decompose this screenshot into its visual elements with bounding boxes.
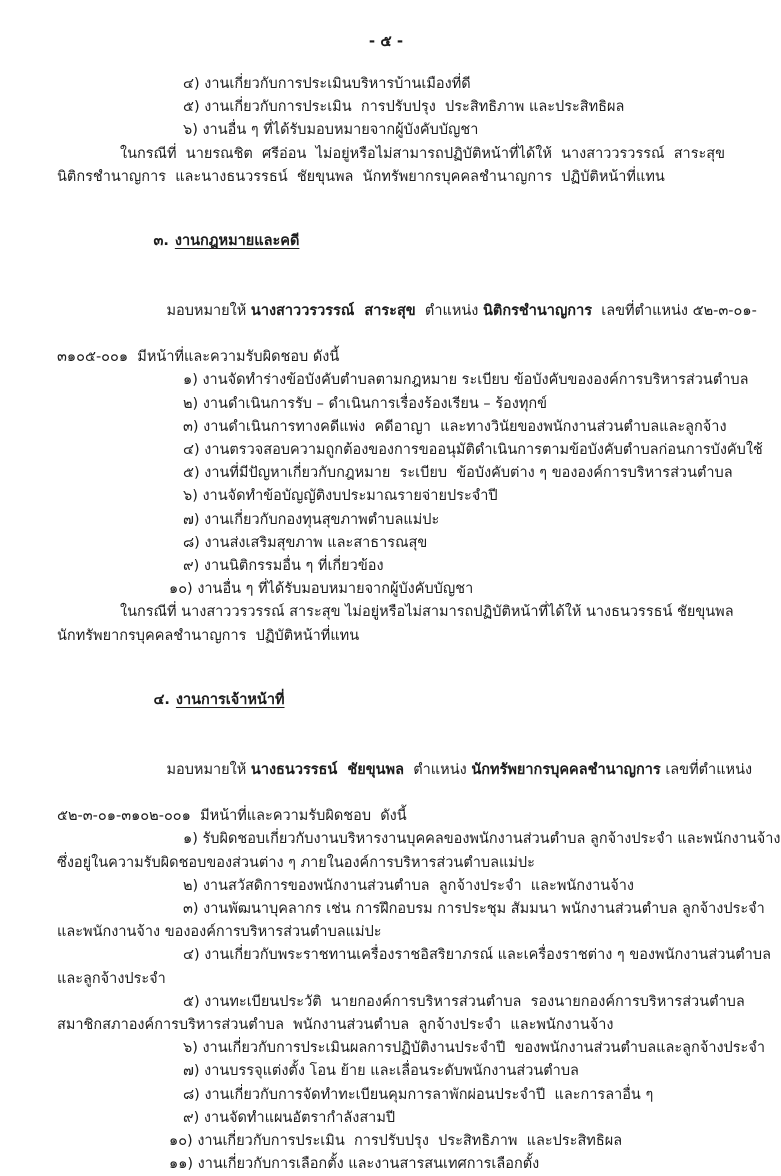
work-item: ๗) งานบรรจุแต่งตั้ง โอน ย้าย และเลื่อนระดับพนักงานส่วนตำบล (183, 1063, 579, 1080)
section-number: ๓. (153, 233, 169, 250)
work-item: ๑๐) งานเกี่ยวกับการประเมิน การปรับปรุง ประสิทธิภาพ และประสิทธิผล (169, 1132, 623, 1149)
work-item-cont: สมาชิกสภาองค์การบริหารส่วนตำบล พนักงานส่วนตำบล ลูกจ้างประจำ และพนักงานจ้าง (57, 1016, 614, 1033)
work-item: ๒) งานดำเนินการรับ – ดำเนินการเรื่องร้องเรียน – ร้องทุกข์ (183, 395, 548, 412)
work-item: ๙) งานนิติกรรมอื่น ๆ ที่เกี่ยวข้อง (183, 558, 384, 575)
assignment-line: ๕๒-๓-๐๑-๓๑๐๒-๐๐๑ มีหน้าที่และความรับผิดชอบ ดังนี้ (57, 808, 407, 825)
assignment-text: ตำแหน่ง (404, 761, 472, 778)
work-item-cont: และลูกจ้างประจำ (57, 970, 166, 987)
substitute-note-line: ในกรณีที่ นายรณชิต ศรีอ่อน ไม่อยู่หรือไม่สามารถปฏิบัติหน้าที่ได้ให้ นางสาววรวรรณ์ สาระสุข (120, 145, 726, 162)
section-number: ๔. (153, 692, 170, 709)
section-heading (57, 666, 715, 736)
section-heading (57, 207, 715, 277)
work-item: ๔) งานเกี่ยวกับการประเมินบริหารบ้านเมืองที่ดี (183, 76, 471, 92)
page-number: - ๕ - (368, 32, 404, 50)
section-title: งานกฎหมายและคดี (174, 233, 300, 250)
work-item: ๔) งานตรวจสอบความถูกต้องของการขออนุมัติดำเนินการตามข้อบังคับตำบลก่อนการบังคับใช้ (183, 442, 763, 459)
assignee-name: นางธนวรรธน์ ชัยขุนพล (250, 761, 405, 778)
work-item: ๑) งานจัดทำร่างข้อบังคับตำบลตามกฎหมาย ระเบียบ ข้อบังคับขององค์การบริหารส่วนตำบล (183, 372, 749, 389)
assignment-text: ตำแหน่ง (415, 302, 484, 319)
work-item: ๑๑) งานเกี่ยวกับการเลือกตั้ง และงานสารสนเทศการเลือกตั้ง (169, 1156, 540, 1173)
work-item: ๗) งานเกี่ยวกับกองทุนสุขภาพตำบลแม่ปะ (183, 511, 440, 528)
work-item-cont: ซึ่งอยู่ในความรับผิดชอบของส่วนต่าง ๆ ภายในองค์การบริหารส่วนตำบลแม่ปะ (57, 854, 535, 871)
assignee-name: นางสาววรวรรณ์ สาระสุข (250, 302, 416, 319)
work-item: ๖) งานเกี่ยวกับการประเมินผลการปฏิบัติงานประจำปี ของพนักงานส่วนตำบลและลูกจ้างประจำ (183, 1040, 765, 1057)
assignment-line: ๓๑๐๕-๐๐๑ มีหน้าที่และความรับผิดชอบ ดังนี้ (57, 349, 340, 366)
assignment-line (57, 277, 757, 347)
work-item: ๓) งานพัฒนาบุคลากร เช่น การฝึกอบรม การประชุม สัมมนา พนักงานส่วนตำบล ลูกจ้างประจำ (183, 900, 765, 917)
position-title: นิติกรชำนาญการ (483, 302, 593, 319)
work-item: ๕) งานทะเบียนประวัติ นายกองค์การบริหารส่วนตำบล รองนายกองค์การบริหารส่วนตำบล (183, 993, 745, 1010)
work-item: ๒) งานสวัสดิการของพนักงานส่วนตำบล ลูกจ้างประจำ และพนักงานจ้าง (183, 877, 634, 894)
position-title: นักทรัพยากรบุคคลชำนาญการ (471, 761, 661, 778)
assignment-text: เลขที่ตำแหน่ง (660, 761, 753, 778)
work-item: ๑) รับผิดชอบเกี่ยวกับงานบริหารงานบุคคลของพนักงานส่วนตำบล ลูกจ้างประจำ และพนักงานจ้าง (183, 831, 781, 848)
assignment-text: มอบหมายให้ (166, 302, 251, 319)
work-item: ๕) งานที่มีปัญหาเกี่ยวกับกฎหมาย ระเบียบ ข้อบังคับต่าง ๆ ขององค์การบริหารส่วนตำบล (183, 465, 733, 482)
work-item: ๘) งานส่งเสริมสุขภาพ และสาธารณสุข (183, 534, 428, 551)
section-title: งานการเจ้าหน้าที่ (175, 692, 285, 709)
work-item: ๘) งานเกี่ยวกับการจัดทำทะเบียนคุมการลาพักผ่อนประจำปี และการลาอื่น ๆ (183, 1086, 654, 1103)
work-item-cont: และพนักงานจ้าง ขององค์การบริหารส่วนตำบลแม่ปะ (57, 924, 382, 941)
assignment-line (57, 735, 753, 805)
work-item: ๕) งานเกี่ยวกับการประเมิน การปรับปรุง ประสิทธิภาพ และประสิทธิผล (183, 99, 625, 116)
substitute-note-line: ในกรณีที่ นางสาววรวรรณ์ สาระสุข ไม่อยู่หรือไม่สามารถปฏิบัติหน้าที่ได้ให้ นางธนวรรธน์ ชัยขุนพล (120, 604, 734, 621)
substitute-note-line: นิติกรชำนาญการ และนางธนวรรธน์ ชัยขุนพล นักทรัพยากรบุคคลชำนาญการ ปฏิบัติหน้าที่แทน (57, 168, 665, 185)
assignment-text: มอบหมายให้ (166, 761, 251, 778)
work-item: ๓) งานดำเนินการทางคดีแพ่ง คดีอาญา และทางวินัยของพนักงานส่วนตำบลและลูกจ้าง (183, 418, 727, 435)
work-item: ๖) งานจัดทำข้อบัญญัติงบประมาณรายจ่ายประจำปี (183, 488, 498, 505)
work-item: ๔) งานเกี่ยวกับพระราชทานเครื่องราชอิสริยาภรณ์ และเครื่องราชต่าง ๆ ของพนักงานส่วนตำบล (183, 947, 771, 964)
substitute-note-line: นักทรัพยากรบุคคลชำนาญการ ปฏิบัติหน้าที่แทน (57, 627, 360, 644)
position-number: เลขที่ตำแหน่ง ๕๒-๓-๐๑- (592, 302, 757, 319)
work-item: ๙) งานจัดทำแผนอัตรากำลังสามปี (183, 1109, 396, 1126)
work-item: ๑๐) งานอื่น ๆ ที่ได้รับมอบหมายจากผู้บังคับบัญชา (169, 581, 474, 598)
work-item: ๖) งานอื่น ๆ ที่ได้รับมอบหมายจากผู้บังคับบัญชา (183, 122, 479, 139)
